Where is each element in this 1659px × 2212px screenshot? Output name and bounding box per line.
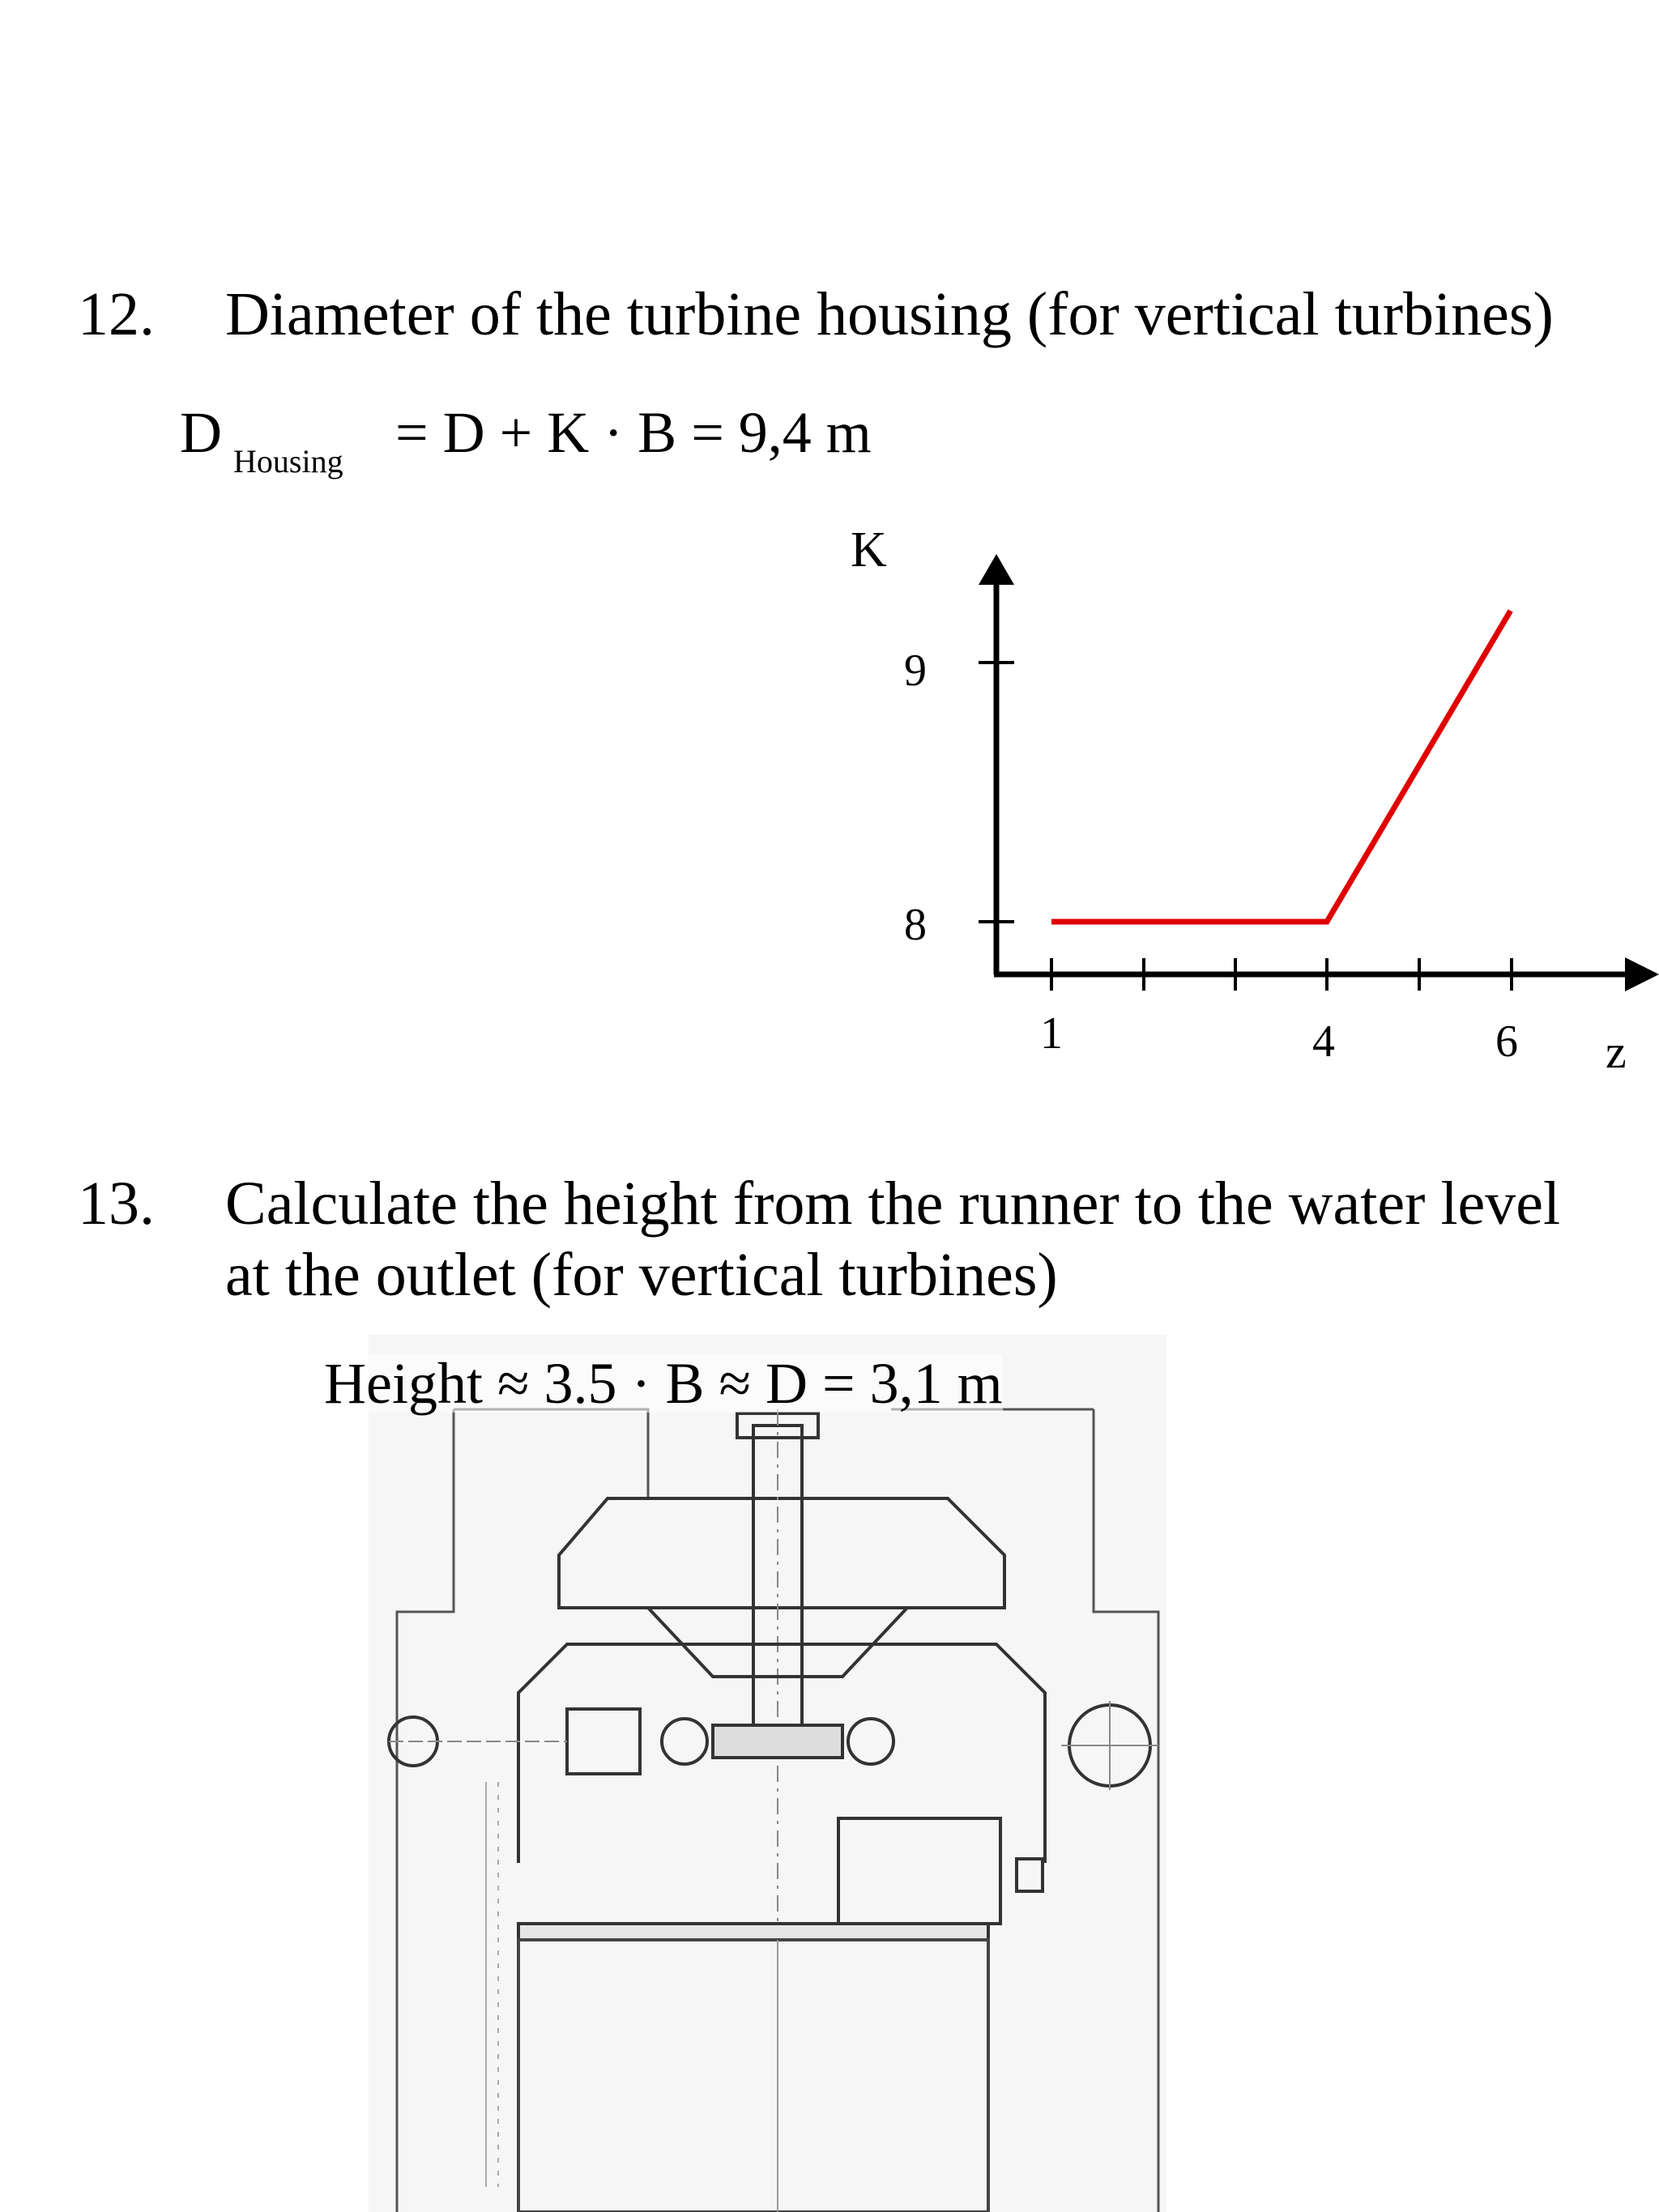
chart-y-tick-label-9: 9 — [904, 646, 927, 696]
chart-x-tick-label-6: 6 — [1495, 1016, 1518, 1067]
drawing-paper-background — [369, 1335, 1166, 2212]
housing-formula-rhs: = D + K · B = 9,4 m — [395, 400, 872, 465]
chart-x-tick-label-1: 1 — [1040, 1008, 1063, 1059]
section-12-number: 12. — [78, 280, 155, 348]
drawing-floor-grating — [518, 1924, 988, 1940]
height-formula: Height ≈ 3.5 · B ≈ D = 3,1 m — [324, 1351, 1003, 1416]
chart-x-axis-label: z — [1606, 1025, 1627, 1078]
section-12-title: Diameter of the turbine housing (for vertical turbines) — [225, 280, 1554, 348]
housing-formula-lhs: D — [180, 400, 222, 465]
section-13-title-line-1: Calculate the height from the runner to the water level — [225, 1170, 1561, 1238]
drawing-runner — [713, 1725, 842, 1758]
chart-y-tick-label-8: 8 — [904, 900, 927, 950]
chart-x-tick-label-4: 4 — [1312, 1016, 1335, 1067]
section-13-title-line-2: at the outlet (for vertical turbines) — [225, 1241, 1058, 1309]
section-13-number: 13. — [78, 1170, 155, 1238]
housing-formula-subscript: Housing — [233, 443, 343, 479]
chart-y-axis-label: K — [851, 522, 887, 578]
